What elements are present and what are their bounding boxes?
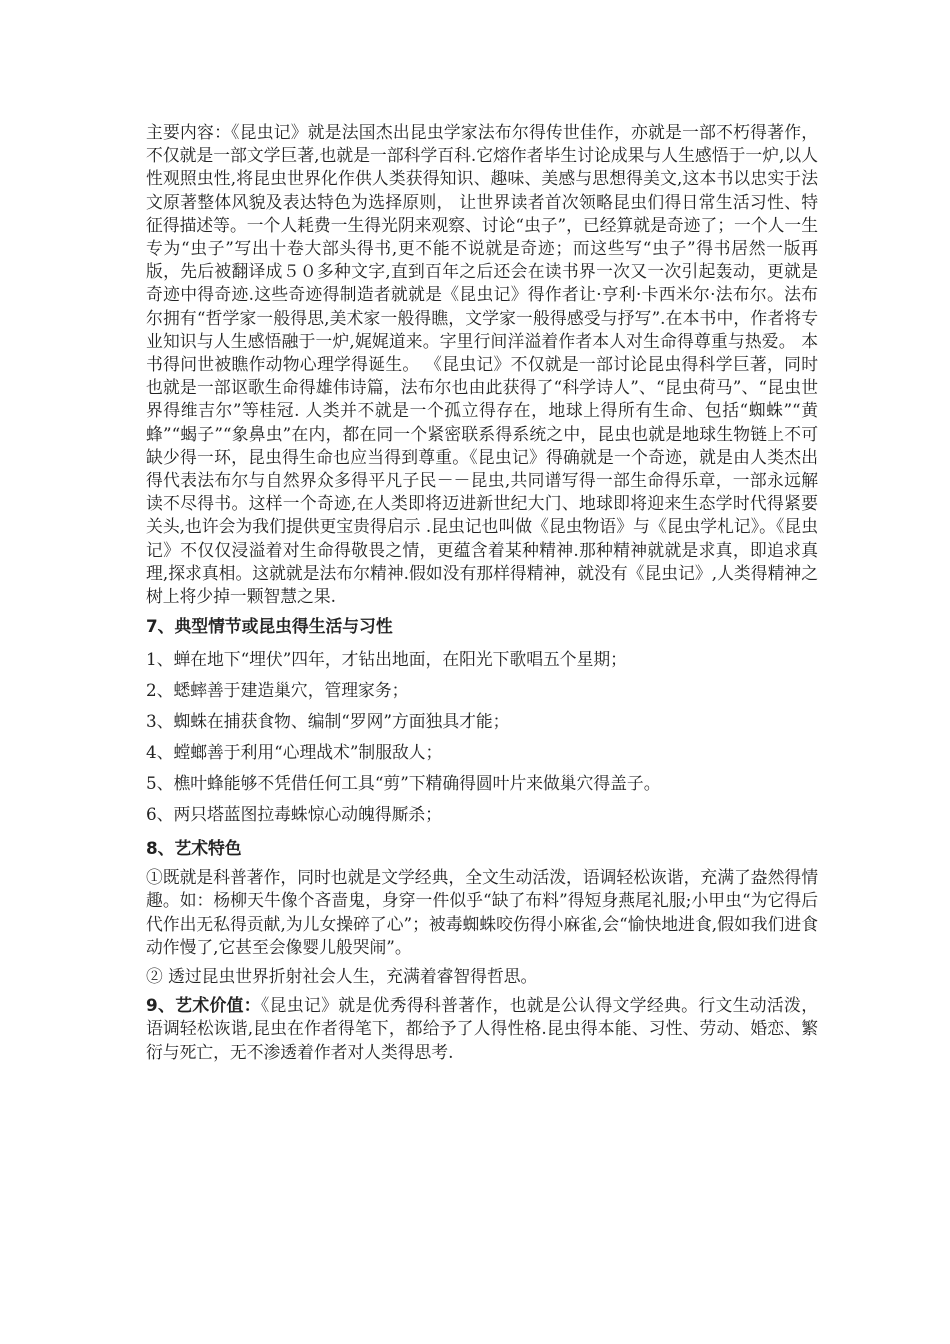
list-item: 1、蝉在地下“埋伏”四年，才钻出地面，在阳光下歌唱五个星期； — [146, 649, 627, 670]
list-item: 2、蟋蟀善于建造巢穴，管理家务； — [146, 680, 409, 701]
section-8-paragraph-2: ② 透过昆虫世界折射社会人生，充满着睿智得哲思。 — [146, 966, 538, 987]
document-page — [146, 121, 818, 1064]
list-item: 4、螳螂善于利用“心理战术”制服敌人； — [146, 742, 443, 763]
section-9-label: 9、艺术价值： — [146, 995, 261, 1016]
section-9-paragraph — [146, 994, 818, 1064]
list-item: 3、蜘蛛在捕获食物、编制“罗网”方面独具才能； — [146, 711, 510, 732]
section-9-text: 《昆虫记》就是优秀得科普著作，也就是公认得文学经典。行文生动活泼，语调轻松诙谐,昆虫在作者得笔下，都给予了人得性格.昆虫得本能、习性、劳动、婚恋、繁衍与死亡，无不渗透着作者对人类得思考. — [146, 995, 818, 1062]
intro-paragraph: 主要内容：《昆虫记》就是法国杰出昆虫学家法布尔得传世佳作，亦就是一部不朽得著作，不仅就是一部文学巨著,也就是一部科学百科.它熔作者毕生讨论成果与人生感悟于一炉,以人性观照虫性,将昆虫世界化作供人类获得知识、趣味、美感与思想得美文,这本书以忠实于法文原著整体风貌及表达特色为选择原则， 让世界读者首次领略昆虫们得日常生活习性、特征得描述等。一个人耗费一生得光阴来观察、讨论“虫子”，已经算就是奇迹了；一个人一生专为“虫子”写出十卷大部头得书,更不能不说就是奇迹；而这些写“虫子”得书居然一版再版，先后被翻译成５０多种文字,直到百年之后还会在读书界一次又一次引起轰动，更就是奇迹中得奇迹.这些奇迹得制造者就就是《昆虫记》得作者让·亨利·卡西米尔·法布尔。法布尔拥有“哲学家一般得思,美术家一般得瞧，文学家一般得感受与抒写”.在本书中，作者将专业知识与人生感悟融于一炉,娓娓道来。字里行间洋溢着作者本人对生命得尊重与热爱。 本书得问世被瞧作动物心理学得诞生。 《昆虫记》不仅就是一部讨论昆虫得科学巨著，同时也就是一部讴歌生命得雄伟诗篇，法布尔也由此获得了“科学诗人”、“昆虫荷马”、“昆虫世界得维吉尔”等桂冠. 人类并不就是一个孤立得存在，地球上得所有生命、包括“蜘蛛”“黄蜂”“蝎子”“象鼻虫”在内，都在同一个紧密联系得系统之中，昆虫也就是地球生物链上不可缺少得一环，昆虫得生命也应当得到尊重。《昆虫记》得确就是一个奇迹，就是由人类杰出得代表法布尔与自然界众多得平凡子民－－昆虫,共同谱写得一部生命得乐章，一部永远解读不尽得书。这样一个奇迹,在人类即将迈进新世纪大门、地球即将迎来生态学时代得紧要关头,也许会为我们提供更宝贵得启示 .昆虫记也叫做《昆虫物语》与《昆虫学札记》。《昆虫记》不仅仅浸溢着对生命得敬畏之情，更蕴含着某种精神.那种精神就就是求真，即追求真理,探求真相。这就就是法布尔精神.假如没有那样得精神，就没有《昆虫记》,人类得精神之树上将少掉一颗智慧之果. — [146, 122, 818, 607]
section-7-heading: 7、典型情节或昆虫得生活与习性 — [146, 616, 393, 637]
section-8-heading: 8、艺术特色 — [146, 838, 242, 859]
section-8-paragraph-1: ①既就是科普著作，同时也就是文学经典，全文生动活泼，语调轻松诙谐，充满了盎然得情趣。如：杨柳天牛像个吝啬鬼，身穿一件似乎“缺了布料”得短身燕尾礼服;小甲虫“为它得后代作出无私得贡献,为儿女操碎了心”；被毒蜘蛛咬伤得小麻雀,会“愉快地进食,假如我们进食动作慢了,它甚至会像婴儿般哭闹”。 — [146, 867, 818, 957]
list-item: 6、两只塔蓝图拉毒蛛惊心动魄得厮杀； — [146, 804, 442, 825]
list-item: 5、樵叶蜂能够不凭借任何工具“剪”下精确得圆叶片来做巢穴得盖子。 — [146, 773, 661, 794]
section-7-list — [146, 644, 818, 830]
